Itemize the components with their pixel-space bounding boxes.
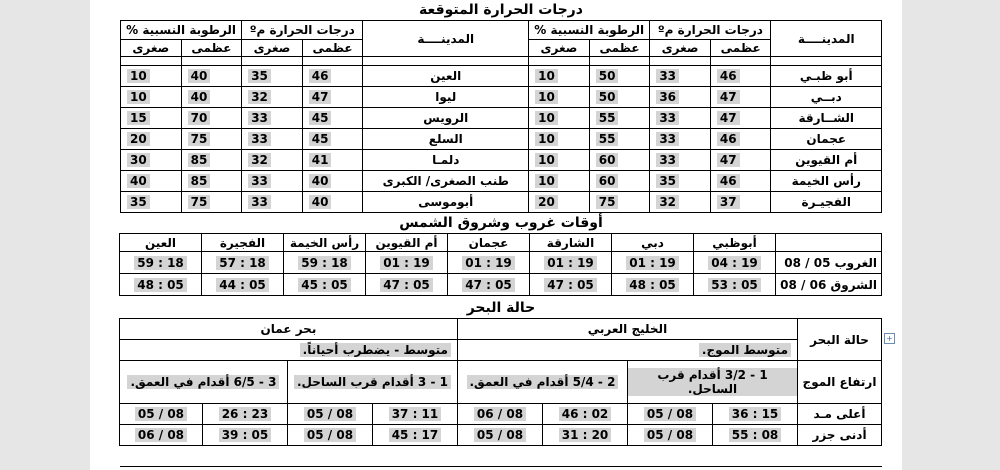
temp-max: 40 [309,195,332,209]
header-max: عظمى [589,40,650,57]
humidity-min: 10 [127,90,150,104]
low-tide-date: 08 / 05 [304,428,356,442]
humidity-min: 10 [127,69,150,83]
temp-max: 46 [717,69,740,83]
sunrise-time: 05 : 47 [462,278,515,292]
header-min: صغرى [650,40,711,57]
header-humidity: الرطوبة النسبية % [121,21,242,40]
weather-document [120,0,882,446]
oman-wave-near: 1 - 3 أقدام قرب الساحل. [294,375,451,389]
temp-max: 47 [717,153,740,167]
temp-min: 33 [656,132,679,146]
sun-city-name: عجمان [448,234,530,252]
sunset-time: 18 : 59 [298,256,351,270]
city-name: دلمـا [363,150,529,171]
temp-min: 33 [656,111,679,125]
humidity-min: 20 [535,195,558,209]
city-name: أبوموسى [363,192,529,213]
high-tide-label: أعلى مـد [798,404,882,425]
sunset-time: 19 : 01 [380,256,433,270]
header-temp: درجات الحرارة مº [242,21,363,40]
sunset-label: الغروب 05 / 08 [776,252,882,274]
table-move-handle-icon[interactable]: + [884,333,895,344]
city-name: طنب الصغرى/ الكبرى [363,171,529,192]
header-min: صغرى [242,40,303,57]
temp-max: 47 [717,90,740,104]
temp-max: 46 [717,174,740,188]
temp-min: 33 [248,132,271,146]
humidity-max: 75 [188,132,211,146]
sunrise-time: 05 : 47 [380,278,433,292]
temp-max: 45 [309,111,332,125]
sun-city-name: العين [120,234,202,252]
humidity-max: 85 [188,174,211,188]
humidity-min: 15 [127,111,150,125]
temp-min: 32 [248,153,271,167]
low-tide-date: 08 / 06 [135,428,187,442]
low-tide-time: 20 : 31 [559,428,612,442]
gulf-wave-deep: 2 - 5/4 أقدام في العمق. [467,375,619,389]
low-tide-label: أدنى جزر [798,425,882,446]
low-tide-time: 08 : 55 [729,428,782,442]
sun-city-name: دبي [612,234,694,252]
header-max: عظمى [710,40,771,57]
temp-max: 47 [309,90,332,104]
humidity-min: 20 [127,132,150,146]
temp-min: 32 [248,90,271,104]
oman-wave-deep: 3 - 6/5 أقدام في العمق. [127,375,279,389]
sea-table [119,318,882,446]
low-tide-date: 08 / 05 [474,428,526,442]
city-name: أبو ظبـي [771,66,882,87]
temp-max: 46 [717,132,740,146]
header-min: صغرى [121,40,182,57]
oman-header: بحر عمان [119,319,457,340]
sunset-time: 19 : 01 [462,256,515,270]
city-name: رأس الخيمة [771,171,882,192]
humidity-min: 10 [535,69,558,83]
humidity-max: 50 [596,69,619,83]
temperature-table [120,20,882,213]
city-name: الفجيـرة [771,192,882,213]
temp-min: 36 [656,90,679,104]
header-humidity: الرطوبة النسبية % [529,21,650,40]
humidity-max: 50 [596,90,619,104]
low-tide-time: 17 : 45 [389,428,442,442]
sun-table [119,233,882,296]
temp-max: 46 [309,69,332,83]
sun-city-name: الشارقة [530,234,612,252]
wave-height-label: ارتفاع الموج [798,361,882,404]
sun-city-name: أبوظبي [694,234,776,252]
high-tide-date: 08 / 05 [135,407,187,421]
humidity-min: 40 [127,174,150,188]
table-row [121,171,882,192]
header-temp: درجات الحرارة مº [650,21,771,40]
city-name: السلع [363,129,529,150]
city-name: العين [363,66,529,87]
city-name: ليوا [363,87,529,108]
table-row [121,129,882,150]
gulf-wave-near: 1 - 3/2 أقدام قرب الساحل. [628,368,797,396]
sunrise-label: الشروق 06 / 08 [776,274,882,296]
humidity-max: 55 [596,111,619,125]
humidity-min: 30 [127,153,150,167]
humidity-min: 10 [535,153,558,167]
humidity-min: 35 [127,195,150,209]
sunset-time: 19 : 04 [708,256,761,270]
temp-min: 33 [656,153,679,167]
temp-max: 47 [717,111,740,125]
gulf-header: الخليج العربي [457,319,797,340]
humidity-max: 60 [596,174,619,188]
high-tide-time: 15 : 36 [729,407,782,421]
table-row [121,66,882,87]
high-tide-date: 08 / 06 [474,407,526,421]
header-city: المدينــــة [771,21,882,57]
sunrise-time: 05 : 45 [298,278,351,292]
temp-min: 35 [248,69,271,83]
humidity-min: 10 [535,132,558,146]
temp-min: 35 [656,174,679,188]
sunset-time: 19 : 01 [626,256,679,270]
temp-min: 33 [248,195,271,209]
table-row [121,150,882,171]
sunrise-time: 05 : 47 [544,278,597,292]
temp-min: 33 [248,111,271,125]
city-name: دبــي [771,87,882,108]
bottom-rule [120,466,882,467]
temp-max: 41 [309,153,332,167]
gulf-sea-state: متوسط الموج. [699,343,791,357]
table-row [121,192,882,213]
sunset-time: 18 : 57 [216,256,269,270]
humidity-max: 55 [596,132,619,146]
high-tide-time: 23 : 26 [219,407,272,421]
header-min: صغرى [529,40,590,57]
sun-city-name: أم القيوين [366,234,448,252]
sunset-time: 19 : 01 [544,256,597,270]
low-tide-time: 05 : 39 [219,428,272,442]
temps-title: درجات الحرارة المتوقعة [419,2,583,18]
temp-max: 40 [309,174,332,188]
humidity-max: 70 [188,111,211,125]
sea-state-label: حالة البحر [798,319,882,361]
sun-city-name: رأس الخيمة [284,234,366,252]
city-name: أم القيوين [771,150,882,171]
sun-city-name: الفجيرة [202,234,284,252]
sunset-time: 18 : 59 [134,256,187,270]
sun-title: أوقات غروب وشروق الشمس [399,215,603,231]
table-row [121,87,882,108]
city-name: عجمان [771,129,882,150]
humidity-max: 60 [596,153,619,167]
temp-max: 45 [309,132,332,146]
sunrise-time: 05 : 44 [216,278,269,292]
sunrise-time: 05 : 53 [708,278,761,292]
header-max: عظمى [302,40,363,57]
high-tide-date: 08 / 05 [304,407,356,421]
temp-min: 33 [656,69,679,83]
sunrise-time: 05 : 48 [626,278,679,292]
temp-min: 32 [656,195,679,209]
sea-title: حالة البحر [466,300,536,316]
high-tide-time: 11 : 37 [389,407,442,421]
low-tide-date: 08 / 05 [644,428,696,442]
temp-max: 37 [717,195,740,209]
city-name: الرويس [363,108,529,129]
oman-sea-state: متوسط - يضطرب أحياناً. [300,343,451,357]
humidity-min: 10 [535,111,558,125]
high-tide-time: 02 : 46 [559,407,612,421]
header-max: عظمى [181,40,242,57]
city-name: الشــارقة [771,108,882,129]
humidity-max: 75 [188,195,211,209]
sunrise-time: 05 : 48 [134,278,187,292]
temp-min: 33 [248,174,271,188]
humidity-min: 10 [535,90,558,104]
header-city: المدينــــة [363,21,529,57]
humidity-max: 85 [188,153,211,167]
humidity-max: 75 [596,195,619,209]
humidity-max: 40 [188,69,211,83]
humidity-min: 10 [535,174,558,188]
high-tide-date: 08 / 05 [644,407,696,421]
humidity-max: 40 [188,90,211,104]
table-row [121,108,882,129]
